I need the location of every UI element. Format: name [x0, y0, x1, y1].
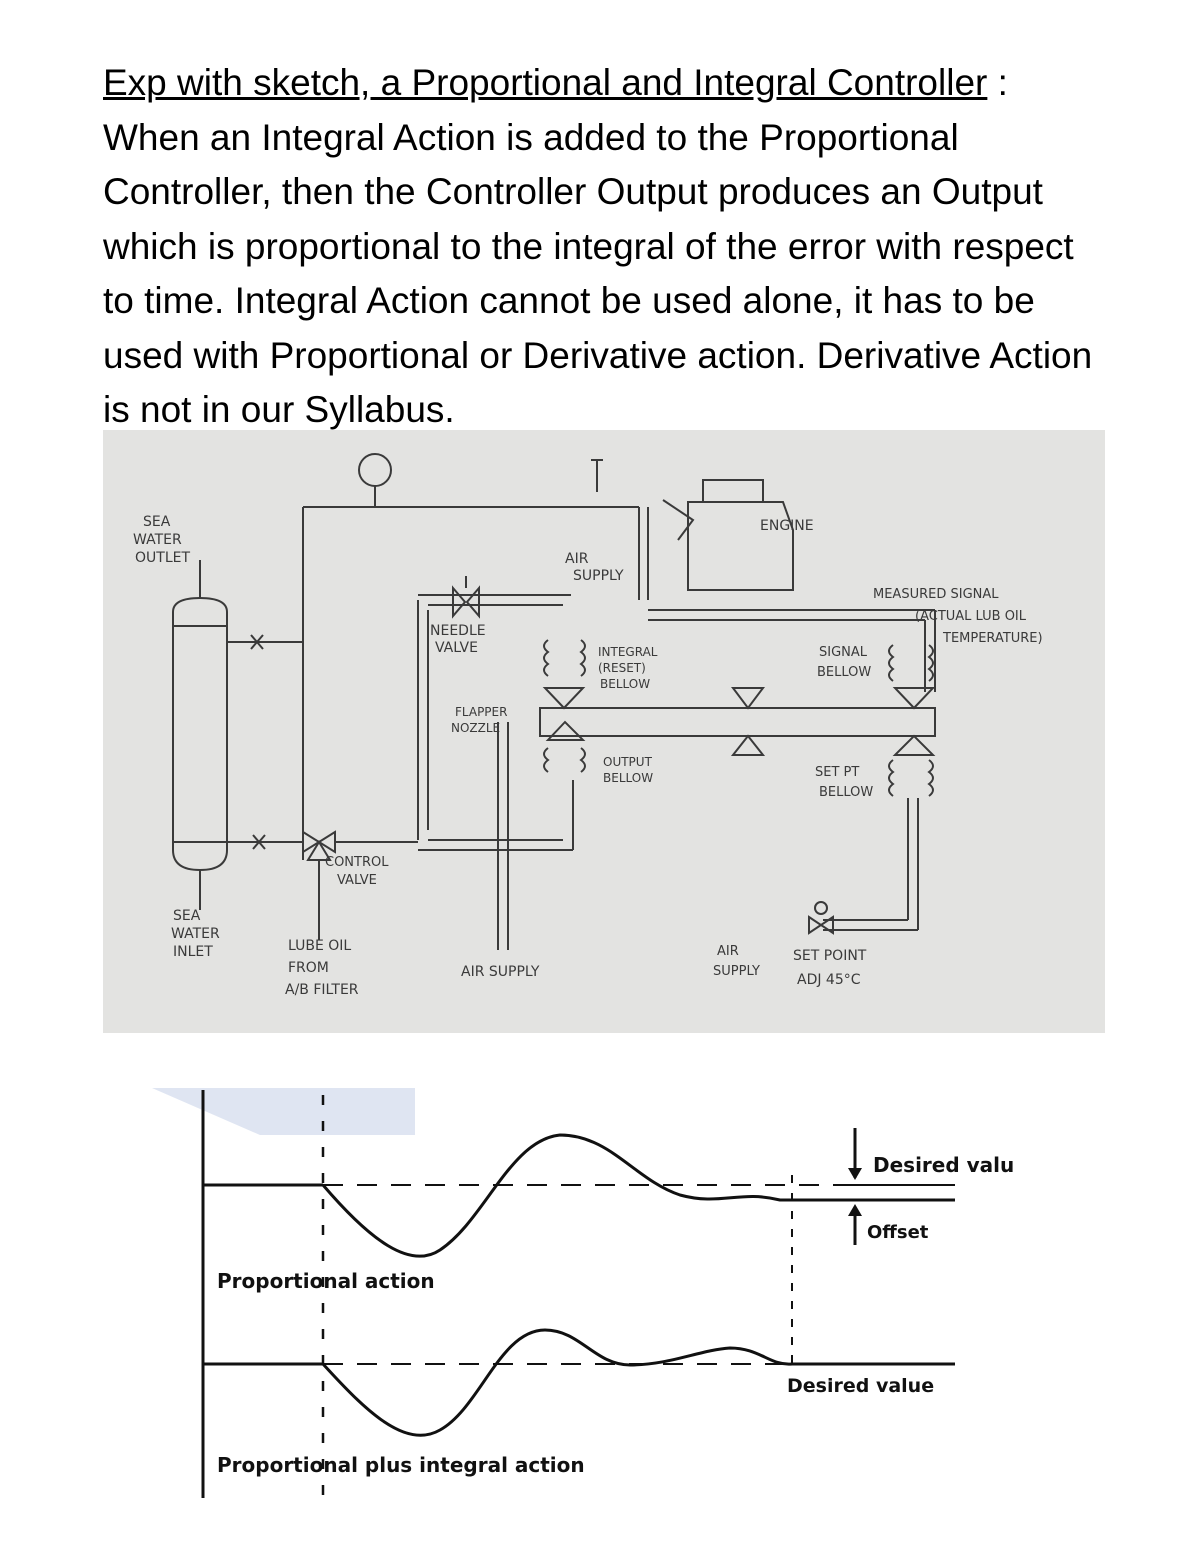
response-graph-svg [140, 1080, 1040, 1520]
label-set-point: SET POINT ADJ 45°C [793, 948, 867, 988]
label-offset: Offset [867, 1222, 929, 1243]
label-integral-bellow: INTEGRAL (RESET) BELLOW [598, 645, 658, 691]
cooler-vessel [173, 598, 227, 870]
watermark-logo [152, 1088, 415, 1135]
pi-controller-sketch [103, 430, 1105, 1033]
document-body: When an Integral Action is added to the Proportional Controller, then the Controller Output produces an Output which is proportional to the integral of the error with respect to time. Integral Action cannot be used alone, it has to be used with Proportional or Derivative action. Derivative Action is not in our Syllabus. [103, 116, 1093, 430]
label-signal-bellow: SIGNAL BELLOW [817, 645, 872, 680]
label-pi-action: Proportional plus integral action [217, 1453, 585, 1477]
document-heading: Exp with sketch, a Proportional and Integral Controller [103, 62, 988, 103]
sketch-lines [173, 454, 935, 950]
label-lube-oil: LUBE OIL FROM A/B FILTER [285, 938, 359, 998]
label-proportional-action: Proportional action [217, 1269, 435, 1293]
sketch-drawing [103, 430, 1105, 1033]
label-sea-water-outlet: SEA WATER OUTLET [133, 514, 191, 566]
label-air-supply-right: AIR SUPPLY [713, 944, 760, 979]
label-needle-valve: NEEDLE VALVE [430, 623, 486, 656]
heading-line [103, 56, 1113, 111]
label-air-supply-bottom: AIR SUPPLY [461, 964, 540, 980]
label-output-bellow: OUTPUT BELLOW [603, 755, 654, 785]
label-flapper-nozzle: FLAPPER NOZZLE [451, 705, 508, 735]
label-sea-water-inlet: SEA WATER INLET [171, 908, 220, 960]
document-text [103, 56, 1113, 438]
label-engine: ENGINE [760, 518, 814, 534]
label-measured-signal: MEASURED SIGNAL (ACTUAL LUB OIL TEMPERATURE) [873, 587, 1043, 646]
label-set-pt-bellow: SET PT BELLOW [815, 765, 874, 800]
label-desired-value-top: Desired valu [873, 1153, 1015, 1177]
heading-suffix: : [987, 62, 1008, 103]
proportional-response-curve [323, 1135, 955, 1256]
response-graph [140, 1080, 1040, 1520]
engine-outline [703, 480, 763, 502]
label-air-supply-top: AIR SUPPLY [565, 551, 624, 584]
label-control-valve: CONTROL VALVE [325, 855, 389, 888]
label-desired-value-bottom: Desired value [787, 1375, 935, 1397]
